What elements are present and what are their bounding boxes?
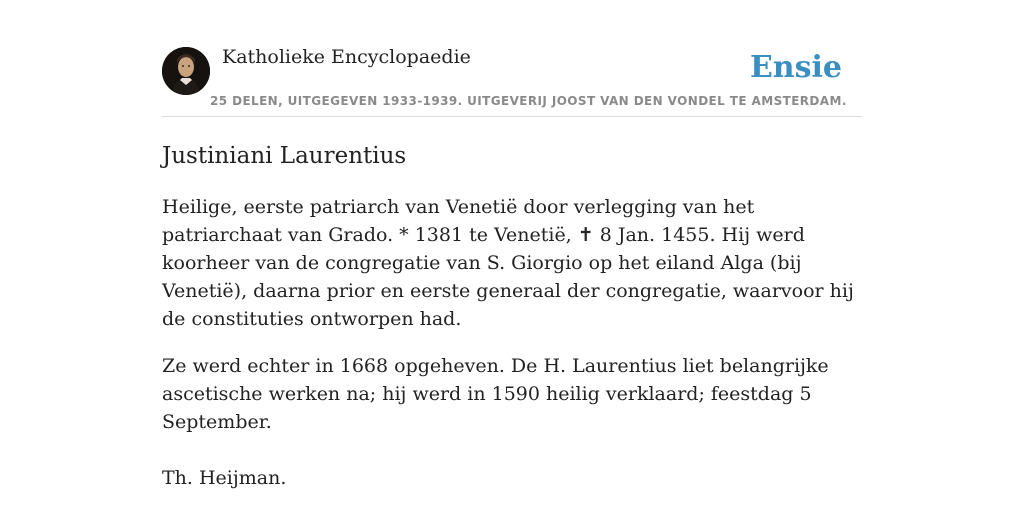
entry-paragraph: Ze werd echter in 1668 opgeheven. De H. Laurentius liet belangrijke ascetische werken na; hij werd in 1590 heilig verklaard; feestdag 5 September. [162, 355, 829, 433]
book-title[interactable]: Katholieke Encyclopaedie [222, 46, 471, 68]
entry-paragraph: Heilige, eerste patriarch van Venetië door verlegging van het patriarchaat van Grado. * 1381 te Venetië, ✝ 8 Jan. 1455. Hij werd koorheer van de congregatie van S. Giorgio op het eiland Alga (bij Venetië), daarna prior en eerste generaal der congregatie, waarvoor hij de constituties ontworpen had. [162, 196, 854, 330]
page-container [162, 0, 862, 492]
avatar[interactable] [162, 47, 210, 95]
entry-author: Th. Heijman. [162, 467, 287, 489]
book-subtitle: 25 DELEN, UITGEGEVEN 1933-1939. UITGEVERIJ JOOST VAN DEN VONDEL TE AMSTERDAM. [210, 94, 847, 108]
brand-logo-link[interactable]: Ensie [749, 50, 842, 85]
portrait-icon [162, 47, 210, 95]
header [162, 0, 862, 117]
entry-title: Justiniani Laurentius [162, 143, 407, 169]
